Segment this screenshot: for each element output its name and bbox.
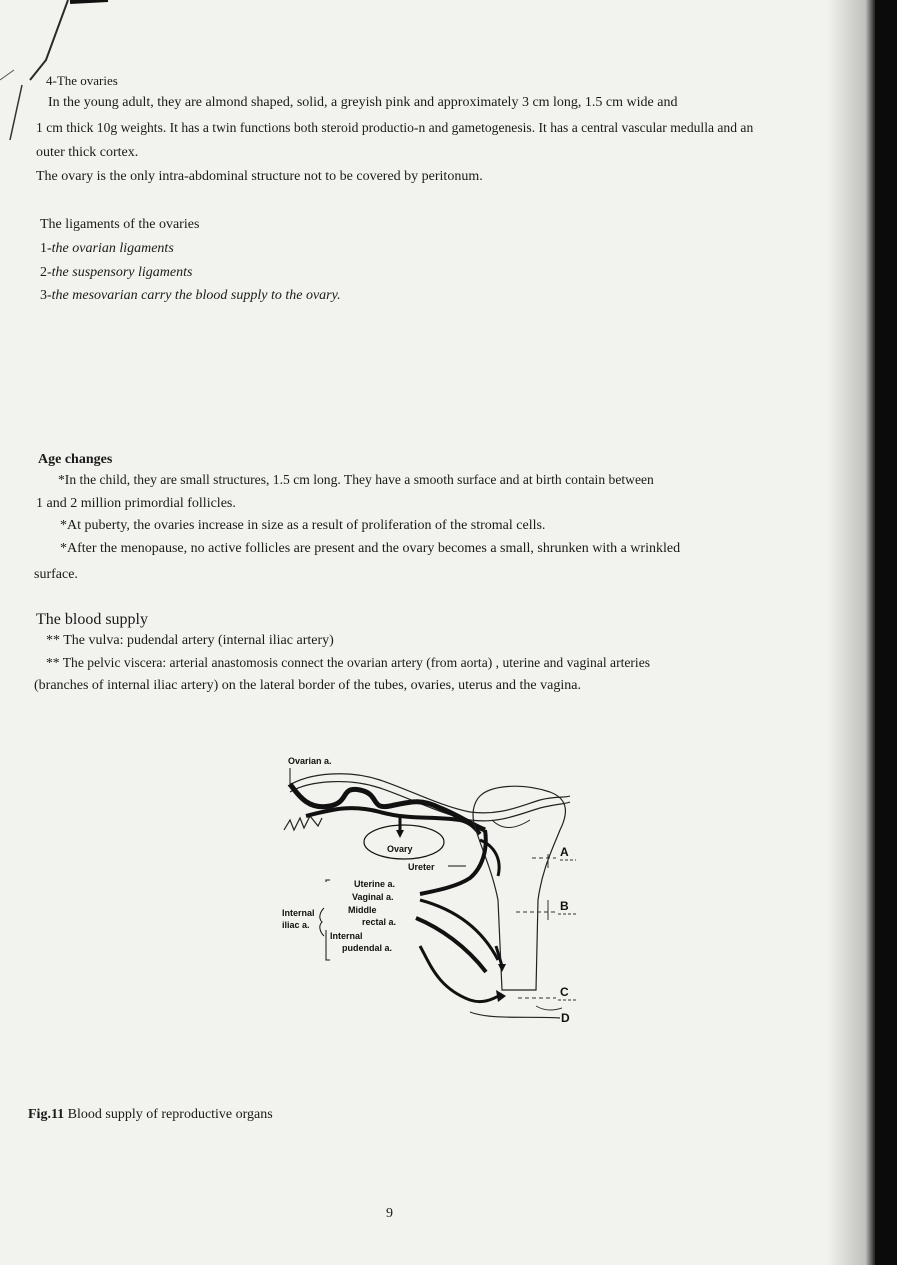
label-vaginal-artery: Vaginal a. bbox=[352, 892, 394, 902]
age-changes-title: Age changes bbox=[38, 452, 113, 467]
label-ureter: Ureter bbox=[408, 862, 435, 872]
blood-supply-line-1: ** The vulva: pudendal artery (internal iliac artery) bbox=[46, 633, 334, 648]
label-d: D bbox=[561, 1011, 570, 1025]
internal-pudendal-artery bbox=[420, 946, 502, 1002]
blood-supply-line-2: ** The pelvic viscera: arterial anastomosis connect the ovarian artery (from aorta) , uterine and vaginal arteries bbox=[46, 655, 651, 670]
figure-caption-text: Blood supply of reproductive organs bbox=[64, 1107, 273, 1122]
page-edge-shadow bbox=[827, 0, 897, 1265]
label-internal-top: Internal bbox=[330, 931, 363, 941]
ovaries-line-3: outer thick cortex. bbox=[36, 145, 139, 160]
uterus bbox=[473, 786, 565, 990]
label-iliac-internal: Internal bbox=[282, 908, 315, 918]
age-changes-line-3 bbox=[60, 517, 545, 535]
blood-supply-title: The blood supply bbox=[36, 611, 148, 628]
label-ovarian-artery: Ovarian a. bbox=[288, 756, 332, 766]
ovaries-line-1: In the young adult, they are almond shaped, solid, a greyish pink and approximately 3 cm long, 1.5 cm wide and bbox=[48, 95, 678, 110]
age-changes-puberty-text: the ovaries increase in size as a result of proliferation of the stromal cells. bbox=[129, 518, 546, 533]
ligament-item-3 bbox=[40, 287, 341, 305]
age-changes-line-5: surface. bbox=[34, 567, 78, 582]
page-number: 9 bbox=[386, 1206, 393, 1221]
vaginal-artery bbox=[420, 900, 498, 960]
ligament-item-3-num: 3- bbox=[40, 288, 52, 303]
blood-supply-diagram bbox=[270, 750, 590, 1030]
ovaries-line-4: The ovary is the only intra-abdominal structure not to be covered by peritonum. bbox=[36, 169, 483, 184]
label-middle: Middle bbox=[348, 905, 377, 915]
ligaments-title: The ligaments of the ovaries bbox=[40, 217, 200, 232]
ovaries-title: 4-The ovaries bbox=[46, 73, 118, 88]
ligament-item-3-text: the mesovarian carry the blood supply to the ovary. bbox=[51, 288, 341, 303]
middle-rectal-artery bbox=[416, 918, 486, 972]
ligament-item-2 bbox=[40, 264, 192, 282]
age-changes-puberty-lead: *At puberty, bbox=[60, 518, 130, 533]
age-changes-menopause-lead: *After the menopause, bbox=[60, 541, 188, 556]
figure-caption bbox=[28, 1106, 273, 1124]
age-changes-line-4 bbox=[60, 540, 680, 558]
figure-caption-number: Fig.11 bbox=[28, 1107, 65, 1122]
age-changes-line-2: 1 and 2 million primordial follicles. bbox=[36, 496, 236, 511]
age-changes-line-1 bbox=[58, 471, 654, 489]
age-changes-menopause-text: no active follicles are present and the ovary becomes a small, shrunken with a wrinkled bbox=[187, 541, 681, 556]
ligament-item-1 bbox=[40, 240, 174, 258]
label-a: A bbox=[560, 845, 569, 859]
ovaries-line-2: 1 cm thick 10g weights. It has a twin functions both steroid productio-n and gametogenesis. It has a central vascular medulla and an bbox=[36, 120, 754, 135]
label-ovary: Ovary bbox=[387, 844, 413, 854]
label-pudendal-artery: pudendal a. bbox=[342, 943, 393, 953]
blood-supply-line-3: (branches of internal iliac artery) on the lateral border of the tubes, ovaries, uterus and the vagina. bbox=[34, 678, 581, 693]
label-iliac-a: iliac a. bbox=[282, 920, 310, 930]
ligament-item-1-text: the ovarian ligaments bbox=[51, 241, 174, 256]
fimbriae bbox=[284, 816, 322, 830]
age-changes-child-text: they are small structures, 1.5 cm long. They have a smooth surface and at birth contain between bbox=[130, 472, 654, 487]
ligament-item-2-text: the suspensory ligaments bbox=[51, 265, 193, 280]
ligament-item-1-num: 1- bbox=[40, 241, 52, 256]
ligament-item-2-num: 2- bbox=[40, 265, 52, 280]
label-c: C bbox=[560, 985, 569, 999]
age-changes-child-lead: *In the child, bbox=[58, 472, 131, 487]
label-rectal-artery: rectal a. bbox=[362, 917, 397, 927]
label-uterine-artery: Uterine a. bbox=[354, 879, 396, 889]
label-b: B bbox=[560, 899, 569, 913]
